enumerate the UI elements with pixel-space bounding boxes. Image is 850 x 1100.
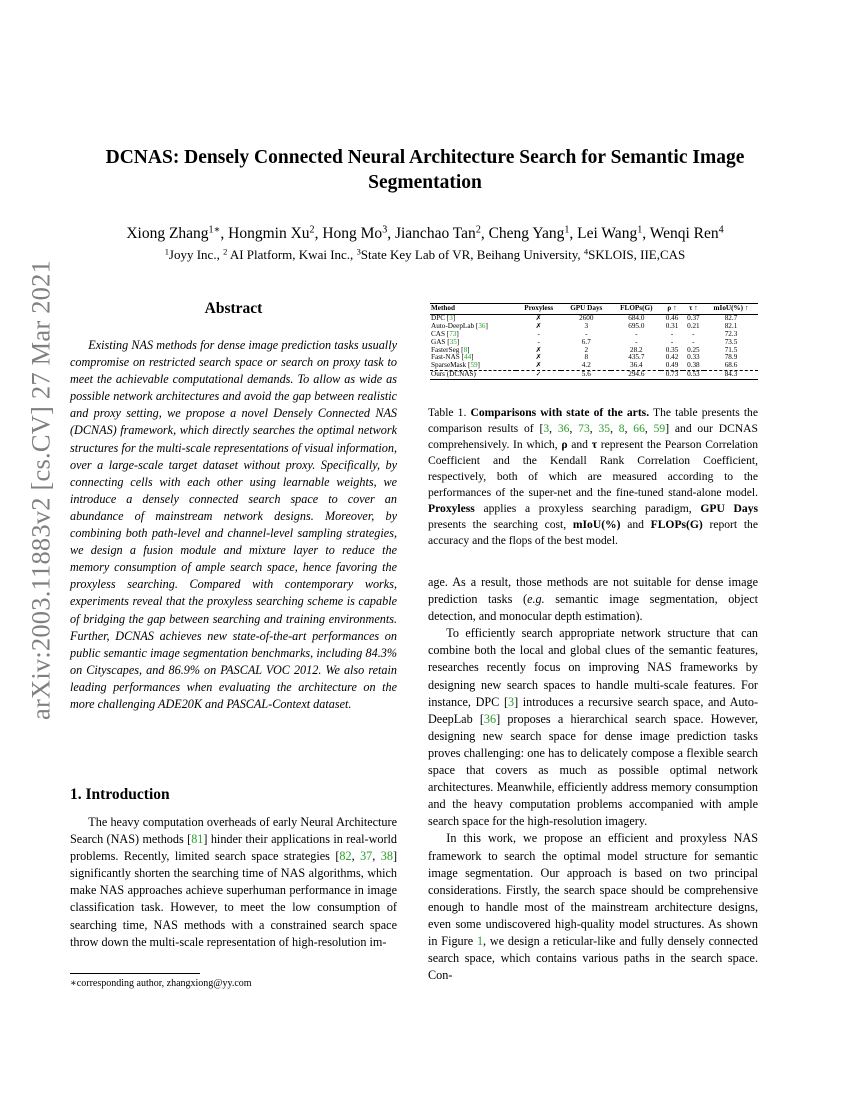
text-run: ] proposes a hierarchical search space. However, designing new search space for dense image prediction tasks proves challenging: one has to delicately compose a flexible search space that covers as much as possible optimal network architectures. Meanwhile, efficiently address memory consumption and the heavy computation problems accompanied with ample search space for the high-resolution imagery. — [428, 711, 758, 829]
affiliation-mark: 4 — [583, 246, 589, 257]
text-run: , — [549, 422, 558, 435]
table-row — [430, 371, 758, 380]
text-run: ] hinder their applications in real-world problems. Recently, limited search space strategies [ — [70, 832, 398, 864]
comparison-table — [430, 303, 758, 380]
body-paragraph — [428, 574, 758, 625]
section-heading-introduction: 1. Introduction — [70, 786, 170, 803]
table-header-cell: Proxyless — [524, 304, 554, 312]
bold-text: Proxyless — [428, 502, 475, 515]
table-cell: - — [537, 337, 540, 346]
table-header-cell: τ ↑ — [688, 304, 698, 312]
method-cell: GAS [35] — [431, 337, 460, 346]
table-cell: 0.53 — [683, 371, 704, 380]
table-cell: ✗ — [535, 353, 542, 362]
bold-text: mIoU(%) — [572, 518, 621, 531]
footnote: ∗corresponding author, zhangxiong@yy.com — [70, 978, 252, 989]
affiliation-mark: 3 — [356, 246, 361, 257]
citation-link[interactable]: 3 — [449, 313, 453, 322]
table-cell: 28.2 — [630, 345, 643, 354]
text-run: The table presents the comparison results of [ — [428, 406, 758, 435]
table-row — [430, 362, 758, 370]
table-caption — [428, 405, 758, 549]
affiliations — [70, 246, 780, 263]
method-cell: DPC [3] — [431, 313, 456, 322]
author-name: Hong Mo — [322, 225, 383, 242]
author-name: Wenqi Ren — [649, 225, 719, 242]
table-cell: 0.49 — [661, 362, 682, 370]
method-name: GAS — [431, 337, 448, 346]
table-cell: 82.7 — [724, 313, 738, 322]
method-cell: FasterSeg [8] — [431, 345, 470, 354]
text-run: , — [589, 422, 599, 435]
table-cell: 0.35 — [665, 345, 679, 354]
author-affiliation-mark: 2 — [475, 224, 481, 236]
citation-link[interactable]: 73 — [578, 422, 590, 435]
author-affiliation-mark: 3 — [382, 224, 388, 236]
table-cell: - — [670, 337, 674, 346]
citation-link[interactable]: 3 — [508, 694, 515, 709]
author-affiliation-mark: 4 — [718, 224, 724, 236]
table-cell: 4.2 — [561, 362, 611, 370]
text-run: ] introduces a recursive search space, and Auto-DeepLab [ — [428, 694, 758, 726]
table-row — [430, 347, 758, 355]
text-run: applies a proxyless searching paradigm, — [474, 502, 701, 515]
affiliation-mark: 2 — [223, 246, 228, 257]
citation-link[interactable]: 35 — [449, 337, 457, 346]
table-cell: 2 — [584, 345, 589, 354]
text-run: , — [644, 422, 654, 435]
text-run: , — [610, 422, 619, 435]
text-run: ] significantly shorten the searching time of NAS algorithms, which make NAS approaches achieve superhuman performance in image classification task. However, to meet the low consumption of searching time, NAS methods with a constrained search space throw down the multi-scale representation of high-resolution im- — [70, 849, 397, 949]
table-cell: 0.38 — [683, 362, 704, 370]
table-cell: 73.5 — [724, 337, 738, 346]
table-cell: 72.3 — [724, 329, 738, 338]
text-run: , — [624, 422, 634, 435]
introduction-paragraph — [70, 814, 397, 951]
text-run: The heavy computation overheads of early Neural Architecture Search (NAS) methods [ — [70, 815, 397, 847]
text-run: To efficiently search appropriate network structure that can combine both the local and global clues of the semantic features, researches recently focus on improving NAS frameworks by designing new search spaces to handle multi-scale features. For instance, DPC [ — [428, 626, 758, 709]
text-run: represent the Pearson Correlation Coefficient and the Kendall Rank Correlation Coefficient, respectively, both of which are measured according to the performances of the super-net and the fine-tuned stand-alone model. — [428, 438, 758, 499]
table-cell: ✓ — [516, 371, 561, 380]
affiliation-name: State Key Lab of VR, Beihang University, — [360, 247, 584, 262]
table-cell: 68.6 — [704, 362, 758, 370]
text-run: In this work, we propose an efficient and proxyless NAS framework to search the optimal model structure for semantic image segmentation. Our approach is based on two principal considerations. Firstly, the search space should be comprehensive enough to handle most of the mainstream architecture designs, even some undiscovered high-quality model structures. As shown in Figure — [428, 831, 758, 948]
table-row — [430, 323, 758, 331]
text-run: report the accuracy and the flops of the best model. — [428, 518, 758, 547]
text-run: Table 1. — [428, 406, 471, 419]
text-run: age. As a result, those methods are not suitable for dense image prediction tasks ( — [428, 575, 758, 607]
text-run: ] and our DCNAS comprehensively. In which, — [428, 422, 759, 451]
text-run: semantic image segmentation, object detection, and monocular depth estimation). — [428, 592, 758, 624]
citation-link[interactable]: 8 — [463, 345, 468, 354]
table-cell: ✗ — [535, 345, 542, 354]
table-cell: 0.33 — [687, 353, 700, 362]
table-cell: ✗ — [535, 313, 542, 322]
body-paragraph — [428, 625, 758, 830]
table-cell: 0.46 — [665, 313, 679, 322]
table-cell: - — [635, 337, 638, 346]
author-list: Xiong Zhang$^{1∗}$, Hongmin Xu$^2$, Hong Mo$^3$, Jianchao Tan$^2$, Cheng Yang$^1$, Lei Wang$^1$, Wenqi Ren$^4$ — [126, 224, 724, 242]
citation-link[interactable]: 35 — [598, 422, 611, 435]
citation-link[interactable]: 81 — [191, 832, 204, 847]
author-name: Xiong Zhang — [126, 225, 209, 242]
table-cell: 78.9 — [724, 353, 738, 362]
method-name: FasterSeg — [431, 345, 462, 354]
table-cell: - — [692, 337, 695, 346]
table-cell: - — [635, 329, 638, 338]
text-run: and — [620, 518, 651, 531]
table-cell: 0.21 — [687, 321, 700, 330]
method-name: CAS — [431, 329, 447, 338]
author-affiliation-mark: 1 — [564, 224, 570, 236]
arxiv-watermark: arXiv:2003.11883v2 [cs.CV] 27 Mar 2021 — [25, 259, 56, 720]
abstract-heading: Abstract — [204, 300, 263, 317]
method-name: DPC — [431, 313, 447, 322]
method-name: SparseMask — [431, 361, 468, 370]
table-header-row — [430, 304, 758, 315]
citation-link[interactable]: 44 — [463, 353, 472, 362]
method-name: Auto-DeepLab — [431, 321, 476, 330]
citation-link[interactable]: 36 — [557, 422, 570, 435]
bold-text: τ — [591, 438, 598, 451]
text-run: and — [567, 438, 592, 451]
table-cell: 0.37 — [687, 313, 700, 322]
table-header-cell: FLOPs(G) — [620, 304, 653, 312]
table-header-cell: Method — [431, 304, 455, 312]
affiliation-mark: 1 — [164, 246, 169, 257]
right-column-body — [428, 574, 758, 984]
text-run: , — [372, 849, 381, 864]
table-cell: 435.7 — [628, 353, 645, 362]
author-name: Jianchao Tan — [394, 225, 476, 242]
table-cell: - — [692, 329, 695, 338]
affiliation-name: SKLOIS, IIE,CAS — [588, 247, 686, 262]
paper-title: DCNAS: Densely Connected Neural Architecture Search for Semantic Image Segmentation — [105, 147, 745, 193]
citation-link[interactable]: 36 — [478, 321, 486, 330]
table-cell: ✗ — [535, 321, 542, 330]
table-cell: 0.73 — [661, 371, 682, 380]
text-run: , we design a reticular-like and fully densely connected search space, which contains various paths in the search space. Con- — [428, 933, 758, 983]
table-header-cell: ρ ↑ — [667, 304, 677, 312]
table-cell: - — [585, 329, 588, 338]
affiliation-name: AI Platform, Kwai Inc., — [227, 247, 357, 262]
method-cell — [430, 371, 516, 380]
method-cell: SparseMask [59] — [430, 362, 516, 370]
table-row — [430, 339, 758, 347]
table-cell: 684.0 — [628, 313, 645, 322]
citation-link[interactable]: 66 — [633, 422, 645, 435]
bold-text: Comparisons with state of the arts. — [470, 406, 650, 419]
citation-link[interactable]: 38 — [380, 849, 393, 864]
method-name: Fast-NAS — [431, 353, 462, 362]
author-affiliation-mark: 1∗ — [208, 224, 221, 236]
citation-link[interactable]: 59 — [470, 361, 478, 370]
citation-link[interactable]: 59 — [653, 422, 666, 435]
table-cell: 695.0 — [628, 321, 645, 330]
citation-link[interactable]: 82 — [339, 849, 352, 864]
author-affiliation-mark: 1 — [637, 224, 643, 236]
citation-link[interactable]: 3 — [543, 422, 550, 435]
table-cell: 294.6 — [611, 371, 661, 380]
table-cell: 2600 — [579, 313, 594, 322]
author-affiliation-mark: 2 — [309, 224, 315, 236]
bold-text: GPU Days — [700, 502, 758, 515]
citation-link[interactable]: 1 — [476, 933, 484, 948]
table-cell: - — [670, 329, 674, 338]
table-cell: 0.42 — [665, 353, 679, 362]
table-cell: 6.7 — [581, 337, 591, 346]
table-row — [430, 331, 758, 339]
method-cell: Fast-NAS [44] — [431, 353, 474, 362]
italic-text: e.g. — [527, 592, 545, 607]
method-name: Ours (DCNAS) — [431, 370, 476, 379]
table-cell: 84.3 — [704, 371, 758, 380]
text-run: , — [351, 849, 361, 864]
table-cell: - — [537, 329, 540, 338]
author-name: Lei Wang — [577, 225, 638, 242]
table-cell: 0.31 — [665, 321, 679, 330]
table-cell: 3 — [584, 321, 589, 330]
body-paragraph — [428, 830, 758, 984]
table-header-cell: GPU Days — [570, 304, 603, 312]
table-cell: 82.1 — [724, 321, 738, 330]
text-run: presents the searching cost, — [428, 518, 573, 531]
affiliation-name: Joyy Inc., — [168, 247, 224, 262]
author-name: Cheng Yang — [488, 225, 565, 242]
author-name: Hongmin Xu — [228, 225, 310, 242]
citation-link[interactable]: 8 — [618, 422, 625, 435]
citation-link[interactable]: 73 — [449, 329, 457, 338]
table-cell: 8 — [584, 353, 589, 362]
table-cell: 36.4 — [611, 362, 661, 370]
method-cell: Auto-DeepLab [36] — [431, 321, 488, 330]
bold-text: FLOPs(G) — [650, 518, 703, 531]
citation-link[interactable]: 36 — [483, 711, 497, 726]
abstract-text: Existing NAS methods for dense image prediction tasks usually compromise on restricted search space or search on proxy task to meet the achievable computational demands. To allow as wide as possible network architectures and avoid the gap between realistic and proxy setting, we propose a novel Densely Connected NAS (DCNAS) framework, which directly searches the optimal network structures for the multi-scale representations of visual information, over a large-scale target dataset without proxy. Specifically, by connecting cells with each other using learnable weights, we introduce a densely connected search space to cover an abundance of mainstream network designs. Moreover, by combining both path-level and channel-level sampling strategies, we design a fusion module and mixture layer to reduce the memory consumption of ample search space, hence favoring the proxyless searching. Compared with contemporary works, experiments reveal that the proxyless searching scheme is capable of bridging the gap between searching and training environments. Further, DCNAS achieves new state-of-the-art performances on public semantic image segmentation benchmarks, including 84.3% on Cityscapes, and 86.9% on PASCAL VOC 2012. We also retain leading performances when evaluating the architecture on the more challenging ADE20K and PASCAL-Context dataset. — [70, 338, 398, 711]
bold-text: ρ — [561, 438, 568, 451]
table-cell: ✗ — [516, 362, 561, 370]
table-cell: 71.5 — [724, 345, 738, 354]
table-cell: 0.25 — [687, 345, 700, 354]
table-header-cell: mIoU(%) ↑ — [713, 304, 749, 312]
table-cell: 5.6 — [561, 371, 611, 380]
text-run: , — [569, 422, 579, 435]
footnote-divider — [70, 973, 200, 974]
citation-link[interactable]: 37 — [360, 849, 373, 864]
method-cell: CAS [73] — [431, 329, 459, 338]
